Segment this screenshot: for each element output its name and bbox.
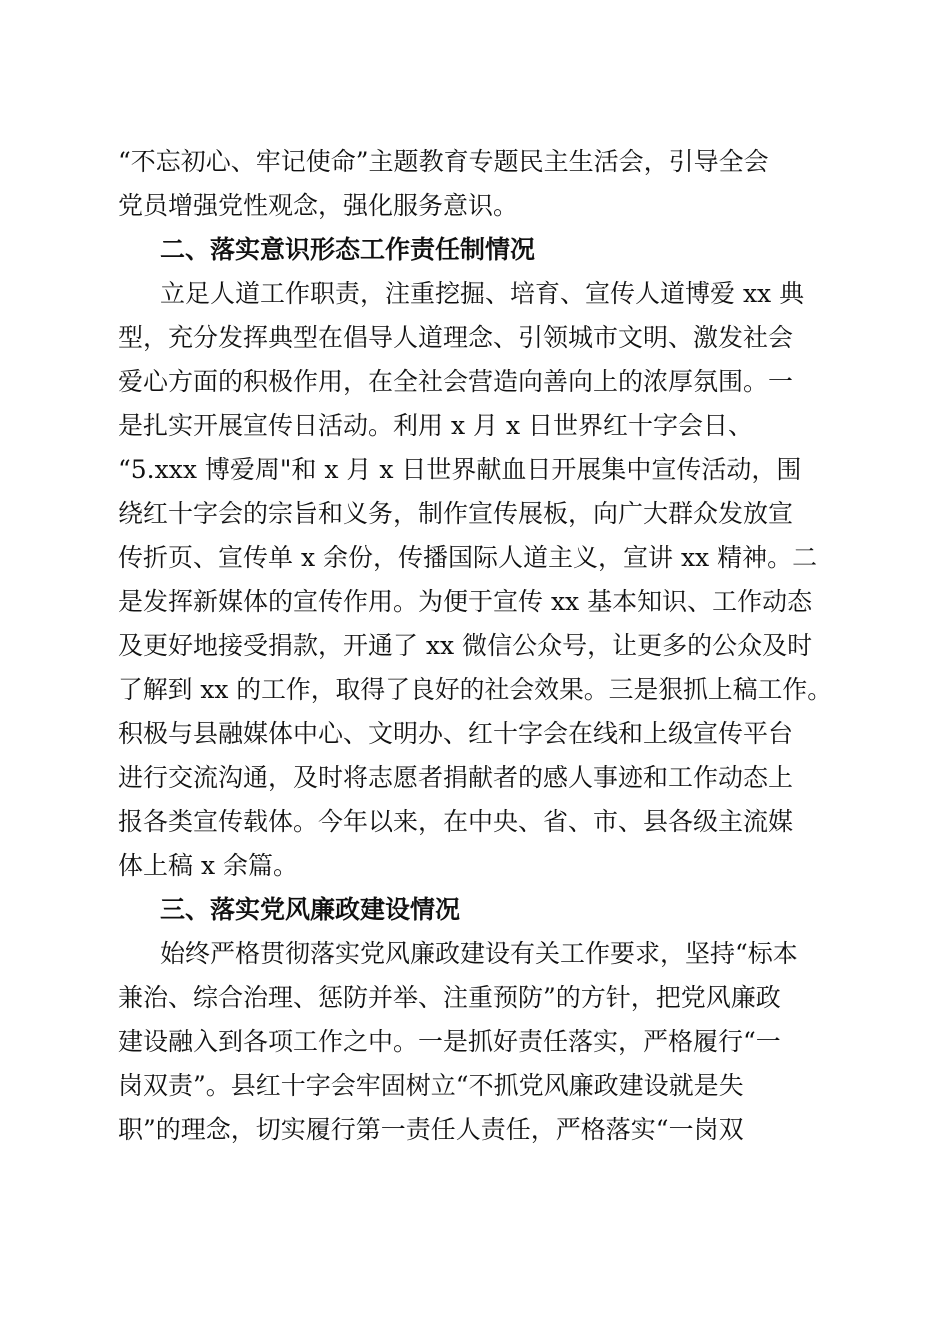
paragraph-line: 型，充分发挥典型在倡导人道理念、引领城市文明、激发社会 [118,323,794,352]
paragraph-line: 兼治、综合治理、惩防并举、注重预防”的方针，把党风廉政 [118,983,781,1012]
paragraph-line: 及更好地接受捐款，开通了 xx 微信公众号，让更多的公众及时 [118,631,813,660]
paragraph-line: 立足人道工作职责，注重挖掘、培育、宣传人道博爱 xx 典 [160,279,805,308]
paragraph-line: “不忘初心、牢记使命”主题教育专题民主生活会，引导全会 [118,147,769,176]
paragraph-line: 建设融入到各项工作之中。一是抓好责任落实，严格履行“一 [118,1027,781,1056]
paragraph-line: 职”的理念，切实履行第一责任人责任，严格落实“一岗双 [118,1115,744,1144]
section-heading: 二、落实意识形态工作责任制情况 [160,235,536,264]
paragraph-line: 传折页、宣传单 x 余份，传播国际人道主义，宣讲 xx 精神。二 [118,543,818,572]
paragraph-line: 是扎实开展宣传日活动。利用 x 月 x 日世界红十字会日、 [118,411,753,440]
paragraph-line: 积极与县融媒体中心、文明办、红十字会在线和上级宣传平台 [118,719,794,748]
section-heading: 三、落实党风廉政建设情况 [160,895,461,924]
paragraph-line: 爱心方面的积极作用，在全社会营造向善向上的浓厚氛围。一 [118,367,794,396]
paragraph-line: 绕红十字会的宗旨和义务，制作宣传展板，向广大群众发放宣 [118,499,794,528]
paragraph-line: 是发挥新媒体的宣传作用。为便于宣传 xx 基本知识、工作动态 [118,587,813,616]
paragraph-line: 体上稿 x 余篇。 [118,851,298,880]
paragraph-line: 始终严格贯彻落实党风廉政建设有关工作要求，坚持“标本 [160,939,798,968]
paragraph-line: 报各类宣传载体。今年以来，在中央、省、市、县各级主流媒 [118,807,794,836]
paragraph-line: “5.xxx 博爱周"和 x 月 x 日世界献血日开展集中宣传活动，围 [118,455,802,484]
paragraph-line: 进行交流沟通，及时将志愿者捐献者的感人事迹和工作动态上 [118,763,794,792]
paragraph-line: 岗双责”。县红十字会牢固树立“不抓党风廉政建设就是失 [118,1071,744,1100]
paragraph-line: 党员增强党性观念，强化服务意识。 [118,191,519,220]
paragraph-line: 了解到 xx 的工作，取得了良好的社会效果。三是狠抓上稿工作。 [118,675,833,704]
